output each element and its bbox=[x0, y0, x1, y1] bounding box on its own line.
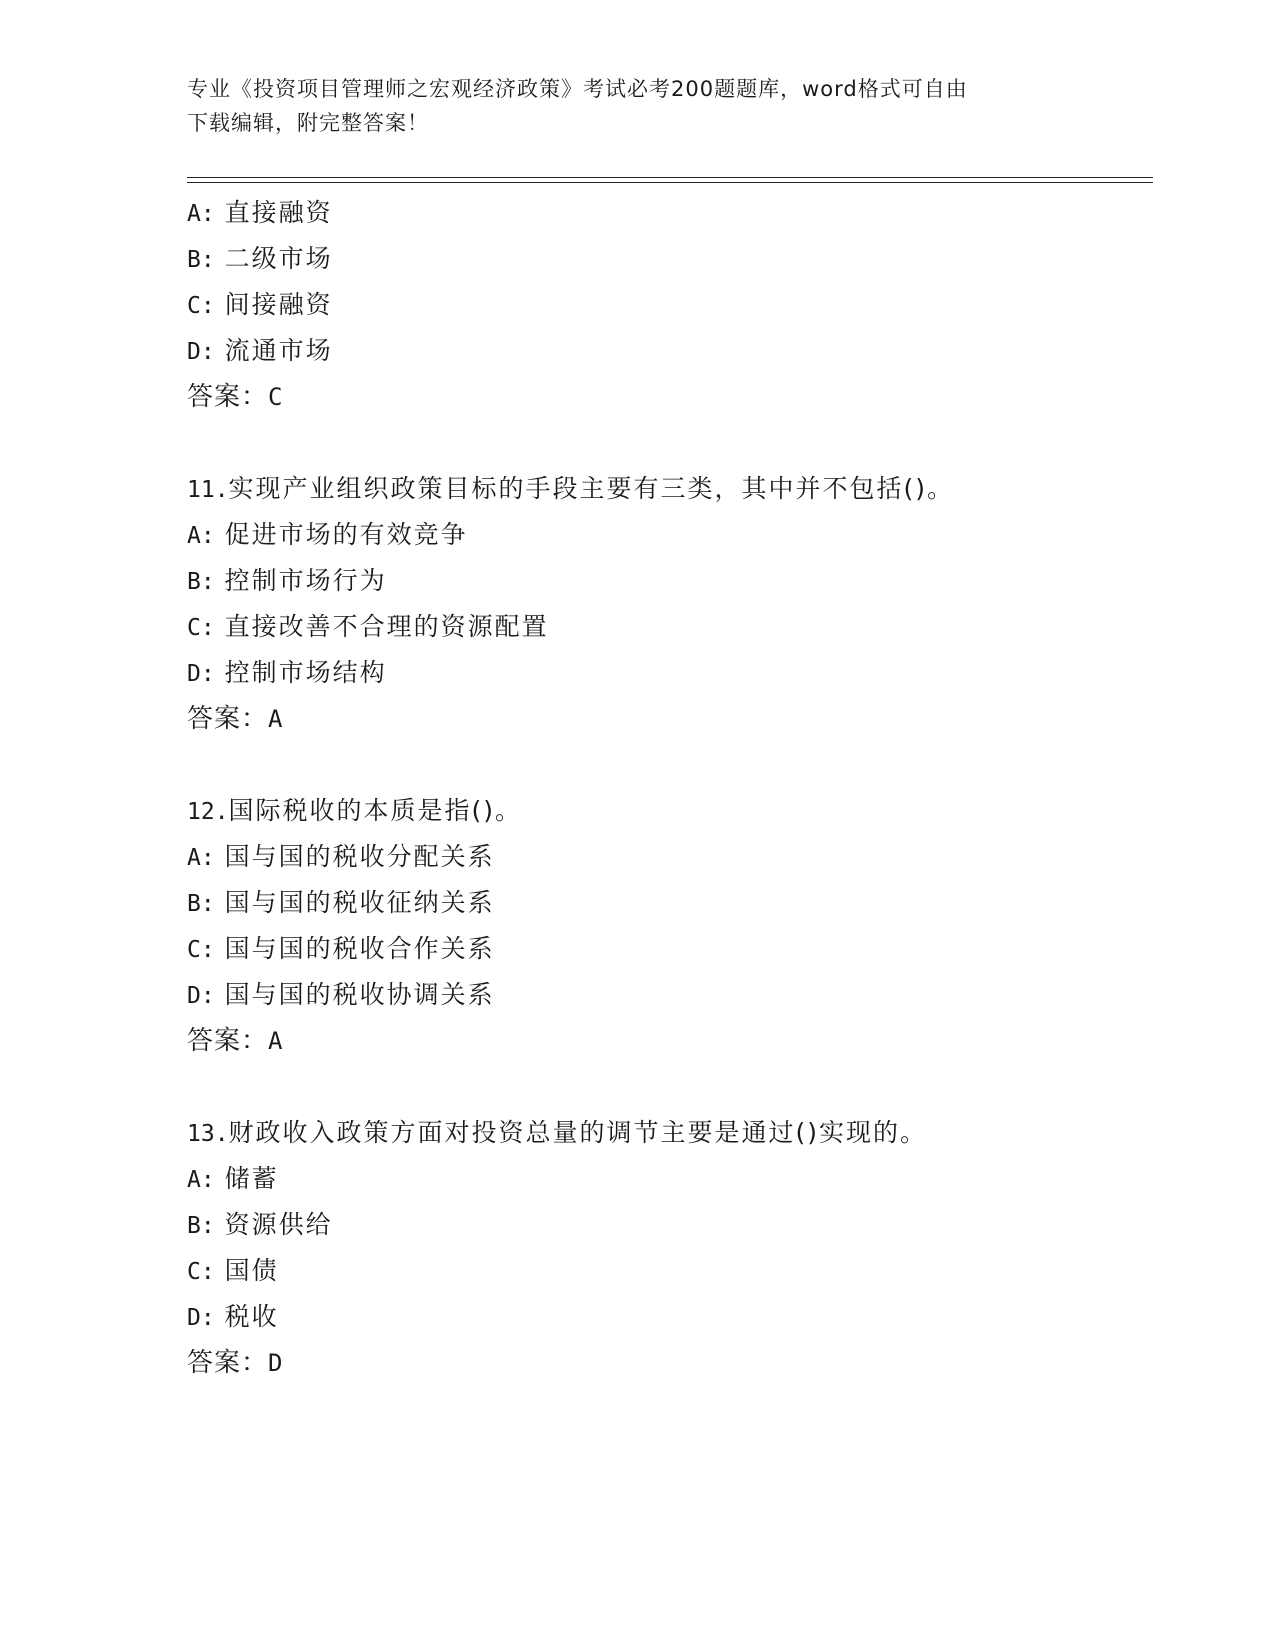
question-stem bbox=[187, 466, 1147, 512]
option-c bbox=[187, 1248, 1147, 1294]
question-text: 国际税收的本质是指()。 bbox=[228, 796, 523, 825]
question-number: 11. bbox=[187, 477, 229, 503]
option-b bbox=[187, 558, 1147, 604]
answer-value: A bbox=[268, 705, 284, 733]
option-text: 直接改善不合理的资源配置 bbox=[224, 612, 549, 641]
answer-line bbox=[187, 374, 1147, 420]
answer-line bbox=[187, 1018, 1147, 1064]
option-a bbox=[187, 1156, 1147, 1202]
option-text: 控制市场结构 bbox=[224, 658, 387, 687]
answer-line bbox=[187, 696, 1147, 742]
answer-label: 答案： bbox=[187, 1348, 269, 1378]
spacer bbox=[187, 1064, 1147, 1110]
option-text: 国与国的税收合作关系 bbox=[224, 934, 495, 963]
question-13 bbox=[187, 1110, 1147, 1386]
answer-value: C bbox=[268, 383, 284, 411]
question-number: 13. bbox=[187, 1121, 229, 1147]
option-key: C: bbox=[187, 615, 215, 641]
question-text: 实现产业组织政策目标的手段主要有三类，其中并不包括()。 bbox=[228, 474, 955, 503]
option-key: A: bbox=[187, 523, 215, 549]
option-b bbox=[187, 1202, 1147, 1248]
option-text: 流通市场 bbox=[224, 336, 333, 365]
spacer bbox=[187, 420, 1147, 466]
option-key: D: bbox=[187, 661, 215, 687]
spacer bbox=[187, 742, 1147, 788]
option-a bbox=[187, 834, 1147, 880]
header-line-2: 下载编辑，附完整答案！ bbox=[187, 111, 429, 135]
option-key: C: bbox=[187, 1259, 215, 1285]
option-c bbox=[187, 604, 1147, 650]
option-d bbox=[187, 972, 1147, 1018]
document-header bbox=[187, 72, 1077, 140]
question-text: 财政收入政策方面对投资总量的调节主要是通过()实现的。 bbox=[228, 1118, 928, 1147]
option-text: 国与国的税收征纳关系 bbox=[224, 888, 495, 917]
option-text: 二级市场 bbox=[224, 244, 333, 273]
option-key: D: bbox=[187, 983, 215, 1009]
option-key: B: bbox=[187, 247, 215, 273]
header-line-1: 专业《投资项目管理师之宏观经济政策》考试必考200题题库，word格式可自由 bbox=[187, 77, 968, 101]
option-a bbox=[187, 512, 1147, 558]
option-b bbox=[187, 236, 1147, 282]
option-c bbox=[187, 926, 1147, 972]
option-text: 国债 bbox=[224, 1256, 279, 1285]
option-text: 储蓄 bbox=[224, 1164, 279, 1193]
answer-label: 答案： bbox=[187, 1026, 269, 1056]
option-text: 税收 bbox=[224, 1302, 279, 1331]
option-d bbox=[187, 650, 1147, 696]
option-key: D: bbox=[187, 339, 215, 365]
option-key: D: bbox=[187, 1305, 215, 1331]
option-text: 促进市场的有效竞争 bbox=[224, 520, 468, 549]
question-stem bbox=[187, 788, 1147, 834]
option-d bbox=[187, 328, 1147, 374]
answer-label: 答案： bbox=[187, 704, 269, 734]
question-10 bbox=[187, 190, 1147, 420]
option-c bbox=[187, 282, 1147, 328]
answer-label: 答案： bbox=[187, 382, 269, 412]
answer-value: A bbox=[268, 1027, 284, 1055]
option-key: C: bbox=[187, 293, 215, 319]
question-number: 12. bbox=[187, 799, 229, 825]
question-12 bbox=[187, 788, 1147, 1064]
option-d bbox=[187, 1294, 1147, 1340]
option-text: 间接融资 bbox=[224, 290, 333, 319]
question-content bbox=[187, 190, 1147, 1386]
option-text: 国与国的税收分配关系 bbox=[224, 842, 495, 871]
header-divider-top bbox=[187, 177, 1153, 178]
question-11 bbox=[187, 466, 1147, 742]
answer-line bbox=[187, 1340, 1147, 1386]
option-key: A: bbox=[187, 1167, 215, 1193]
option-key: B: bbox=[187, 1213, 215, 1239]
option-text: 直接融资 bbox=[224, 198, 333, 227]
option-key: B: bbox=[187, 891, 215, 917]
question-stem bbox=[187, 1110, 1147, 1156]
option-text: 资源供给 bbox=[224, 1210, 333, 1239]
option-b bbox=[187, 880, 1147, 926]
answer-value: D bbox=[268, 1349, 284, 1377]
option-key: A: bbox=[187, 845, 215, 871]
option-a bbox=[187, 190, 1147, 236]
header-divider-bottom bbox=[187, 182, 1153, 183]
option-text: 控制市场行为 bbox=[224, 566, 387, 595]
option-key: B: bbox=[187, 569, 215, 595]
option-key: A: bbox=[187, 201, 215, 227]
option-key: C: bbox=[187, 937, 215, 963]
option-text: 国与国的税收协调关系 bbox=[224, 980, 495, 1009]
